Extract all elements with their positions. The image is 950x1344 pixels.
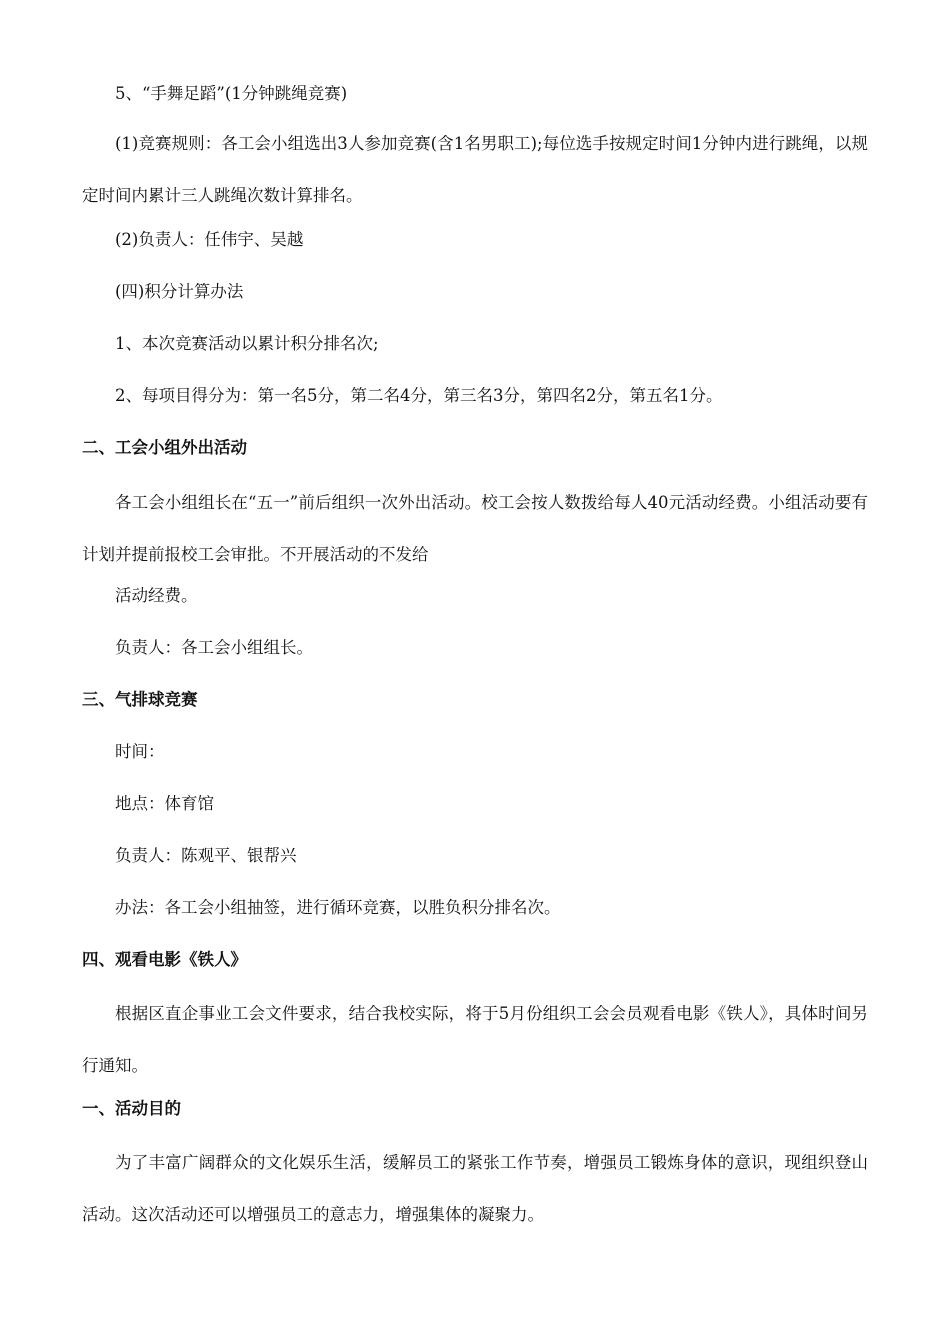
section2-owner: 负责人：各工会小组组长。 xyxy=(115,638,313,657)
section4-heading: 四、观看电影《铁人》 xyxy=(82,950,247,969)
section3-heading: 三、气排球竞赛 xyxy=(82,690,198,709)
scoring-title: (四)积分计算办法 xyxy=(115,282,244,301)
section2-body: 各工会小组组长在“五一”前后组织一次外出活动。校工会按人数拨给每人40元活动经费。小组活动要有计划并提前报校工会审批。不开展活动的不发给 xyxy=(82,493,868,564)
item5-rules: (1)竞赛规则：各工会小组选出3人参加竞赛(含1名男职工);每位选手按规定时间1分钟内进行跳绳，以规定时间内累计三人跳绳次数计算排名。 xyxy=(82,134,868,205)
item5-title: 5、“手舞足蹈”(1分钟跳绳竞赛) xyxy=(115,84,348,103)
section2-body-cont: 活动经费。 xyxy=(115,586,198,605)
purpose-heading: 一、活动目的 xyxy=(82,1099,181,1118)
section2-heading: 二、工会小组外出活动 xyxy=(82,438,247,457)
scoring-rule-1: 1、本次竞赛活动以累计积分排名次; xyxy=(115,334,379,353)
item5-owner: (2)负责人：任伟宇、吴越 xyxy=(115,230,304,249)
section4-body: 根据区直企事业工会文件要求，结合我校实际，将于5月份组织工会会员观看电影《铁人》，具体时间另行通知。 xyxy=(82,1004,868,1075)
section3-owner: 负责人：陈观平、银帮兴 xyxy=(115,846,297,865)
section3-time: 时间： xyxy=(115,742,165,761)
section3-method: 办法：各工会小组抽签，进行循环竞赛，以胜负积分排名次。 xyxy=(115,898,561,917)
purpose-body: 为了丰富广阔群众的文化娱乐生活，缓解员工的紧张工作节奏，增强员工锻炼身体的意识，现组织登山活动。这次活动还可以增强员工的意志力，增强集体的凝聚力。 xyxy=(82,1153,868,1224)
section3-place: 地点：体育馆 xyxy=(115,794,214,813)
scoring-rule-2: 2、每项目得分为：第一名5分，第二名4分，第三名3分，第四名2分，第五名1分。 xyxy=(115,386,723,405)
